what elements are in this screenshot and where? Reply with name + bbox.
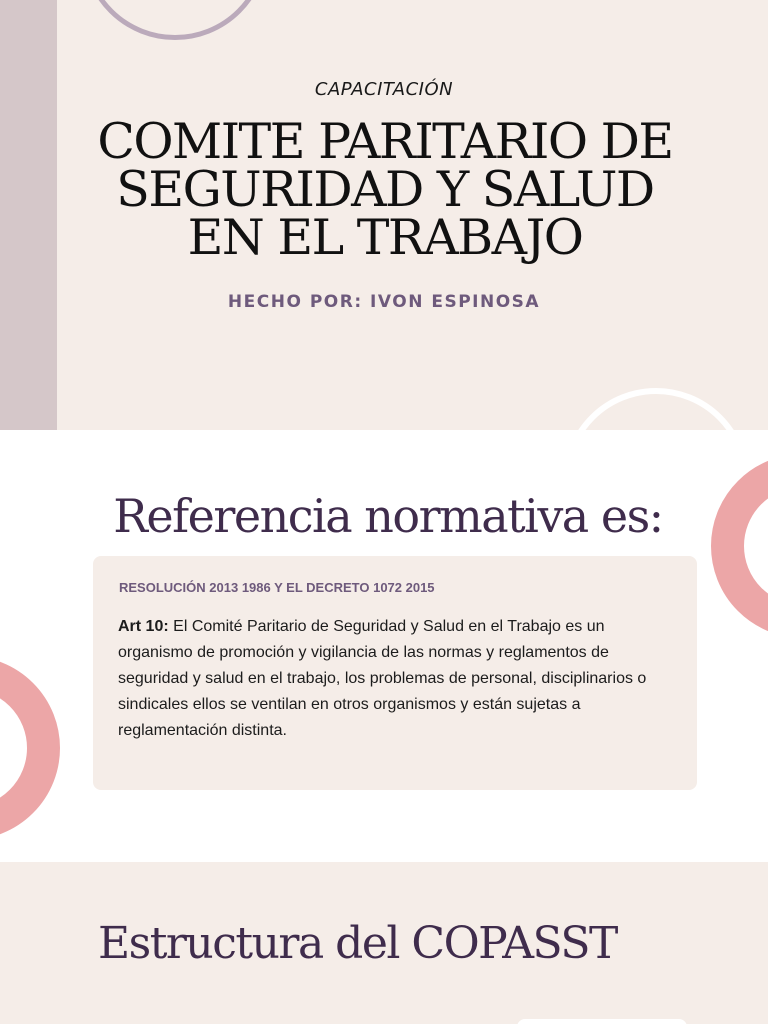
decorative-side-bar: [0, 0, 57, 430]
cover-slide: [0, 0, 768, 430]
cover-title-line-2: SEGURIDAD Y SALUD: [116, 161, 654, 218]
reference-slide: [0, 430, 768, 862]
article-label: Art 10:: [118, 618, 169, 635]
cover-title: [60, 113, 710, 266]
decorative-ring-right: [711, 454, 768, 638]
reference-citation: RESOLUCIÓN 2013 1986 Y EL DECRETO 1072 2015: [119, 580, 435, 595]
structure-card-edge: [517, 1019, 687, 1024]
decorative-ring-left: [0, 656, 60, 840]
cover-title-line-1: COMITE PARITARIO DE: [97, 113, 673, 170]
reference-heading: Referencia normativa es:: [113, 489, 663, 543]
structure-slide: [0, 862, 768, 1024]
reference-card: [93, 556, 697, 790]
cover-kicker: CAPACITACIÓN: [314, 79, 454, 100]
article-text: El Comité Paritario de Seguridad y Salud en el Trabajo es un organismo de promoción y vigilancia de las normas y reglamentos de seguridad y salud en el trabajo, los problemas de personal, disciplinarios o sindicales ellos se ventilan en otros organismos y están sujetas a reglamentación distinta.: [118, 618, 647, 739]
decorative-circle-outline-white: [563, 388, 749, 430]
decorative-circle-outline: [82, 0, 268, 40]
cover-author: HECHO POR: IVON ESPINOSA: [227, 292, 541, 312]
cover-title-line-3: EN EL TRABAJO: [187, 209, 583, 266]
structure-heading: Estructura del COPASST: [98, 918, 617, 969]
article-paragraph: [118, 614, 673, 744]
